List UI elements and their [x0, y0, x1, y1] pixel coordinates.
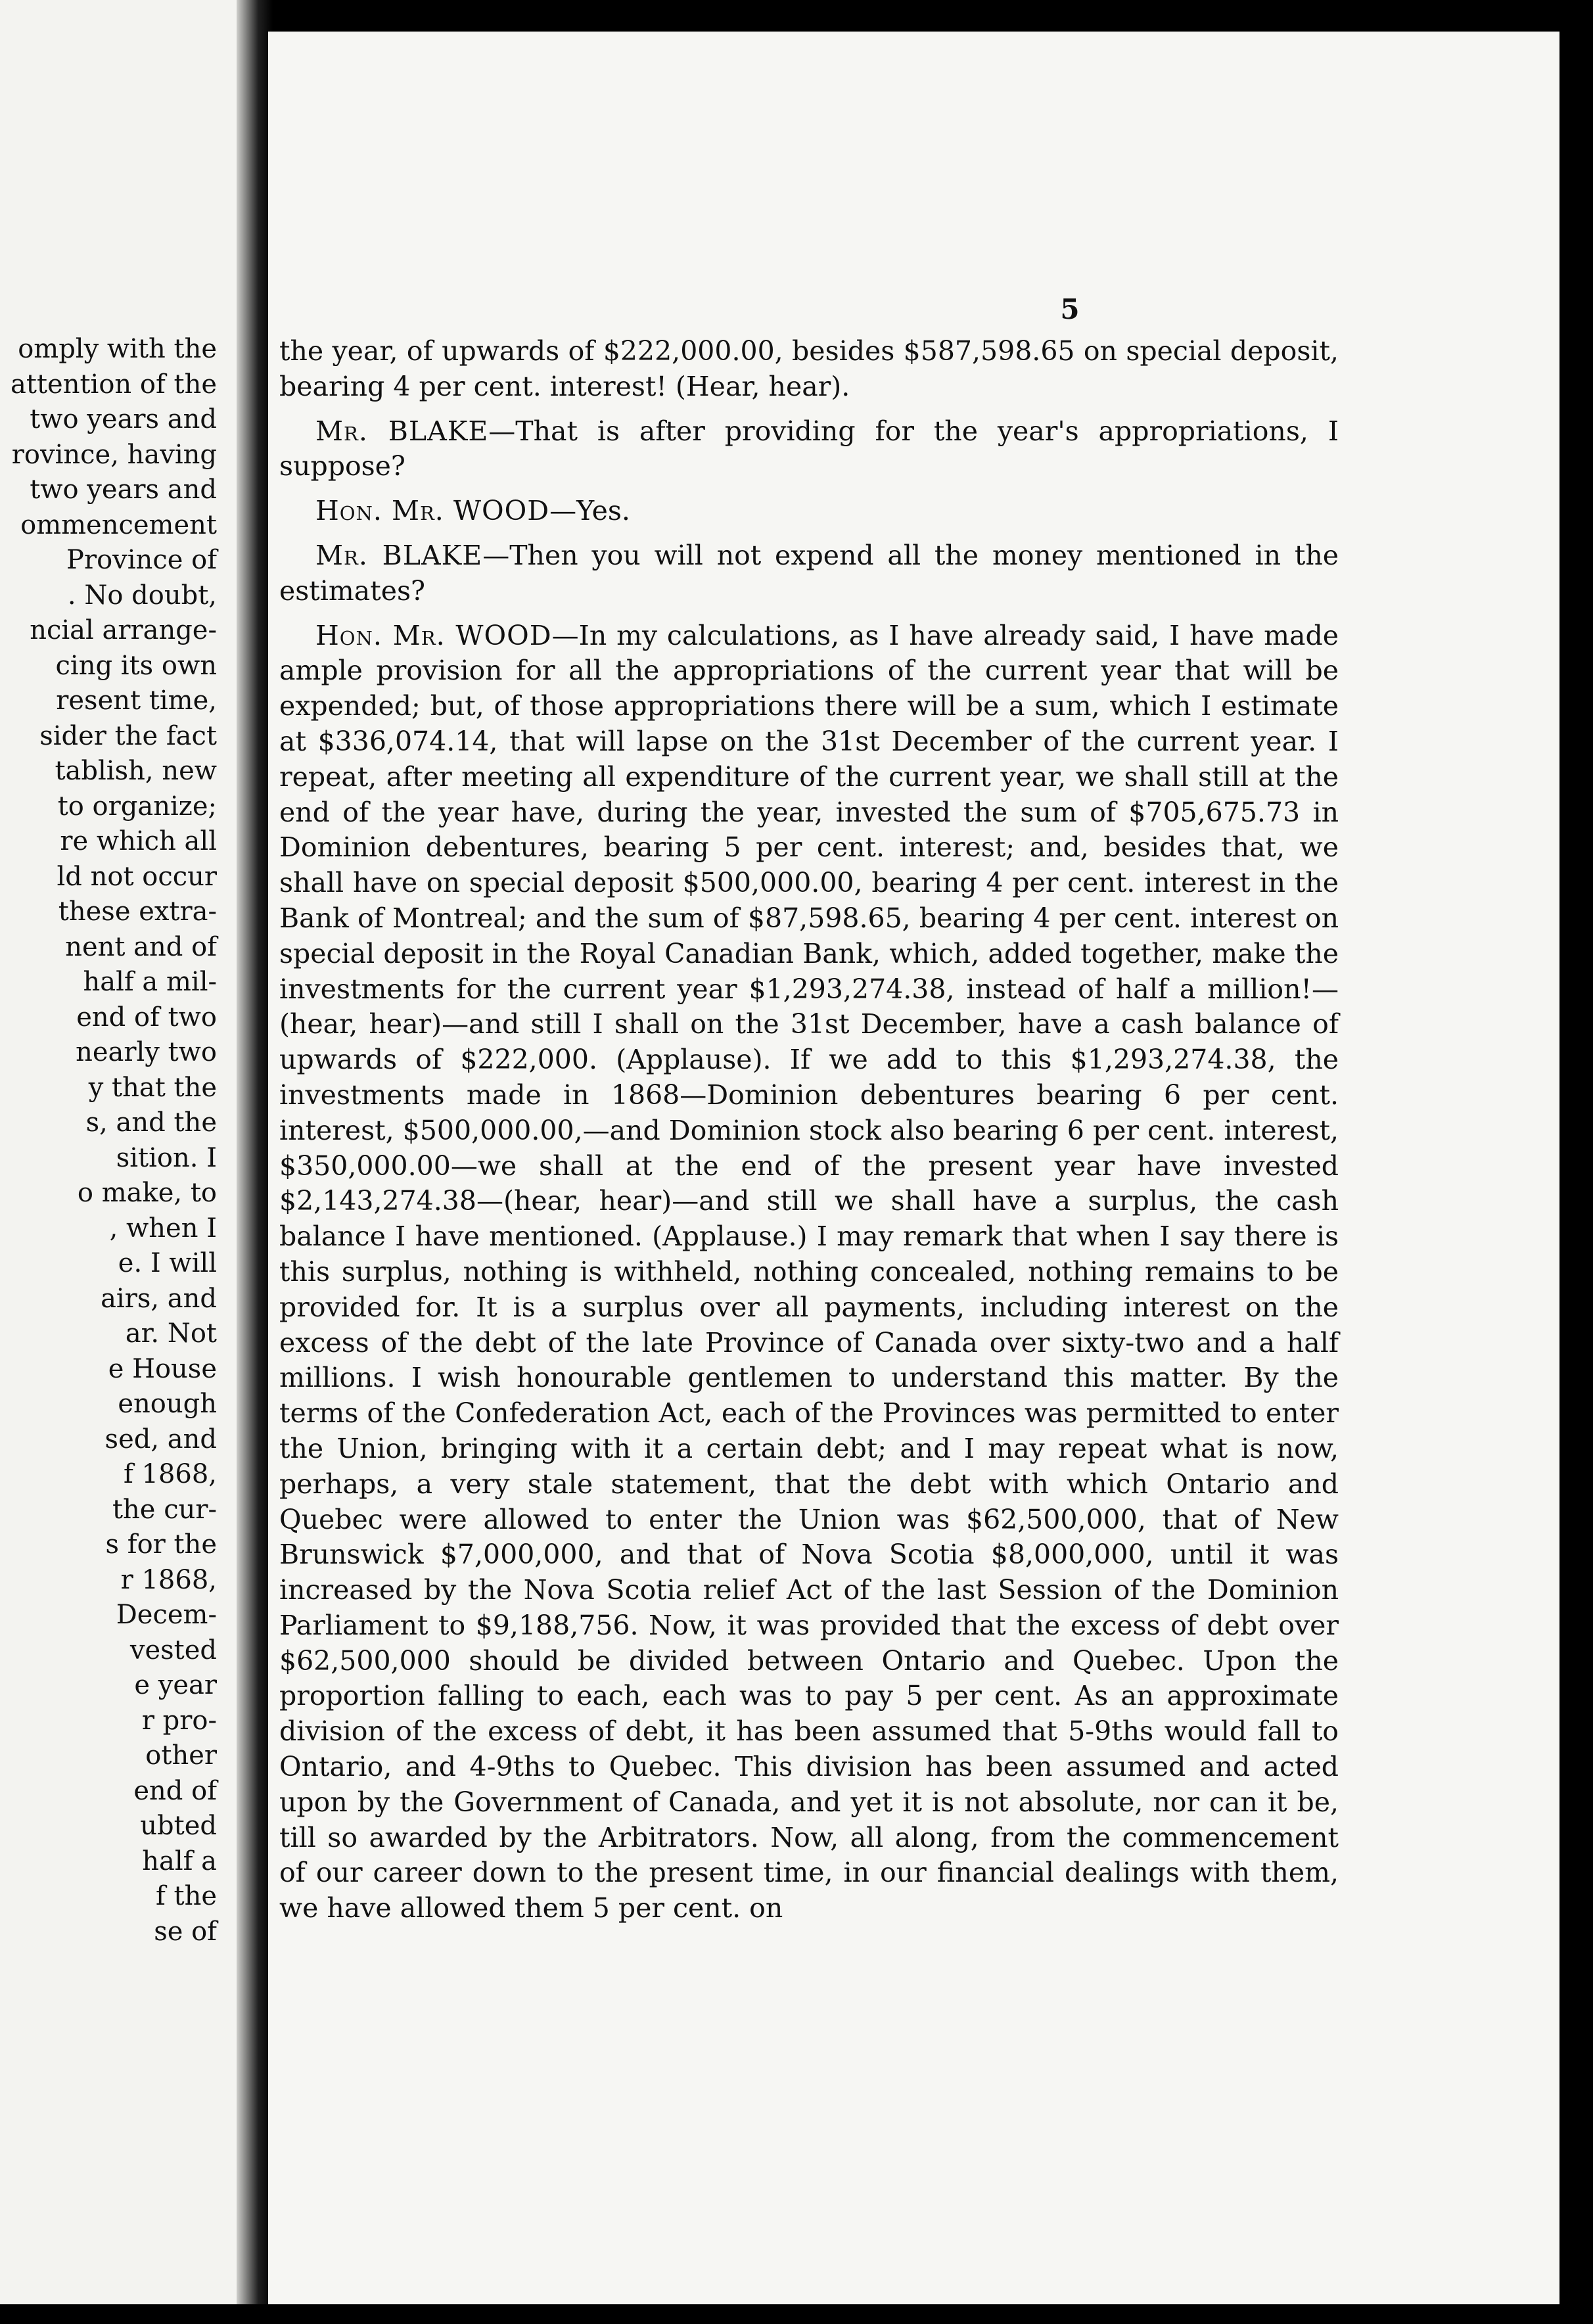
previous-page-line: ommencement — [20, 509, 217, 540]
paragraph-text: —Yes. — [549, 495, 630, 527]
previous-page-line: s for the — [105, 1529, 217, 1560]
previous-page-line: these extra- — [58, 896, 217, 927]
previous-page-line: other — [145, 1740, 217, 1771]
previous-page-line: attention of the — [11, 369, 217, 400]
previous-page-line: r pro- — [141, 1705, 217, 1736]
previous-page-line: f the — [155, 1881, 217, 1911]
page-gutter-shadow — [237, 0, 273, 2324]
previous-page-line: airs, and — [101, 1283, 217, 1314]
previous-page-line: ubted — [140, 1811, 217, 1841]
previous-page-line: vested — [129, 1635, 217, 1665]
previous-page-line: . No doubt, — [67, 580, 217, 611]
speaker-name: Hon. Mr. WOOD — [315, 495, 550, 527]
previous-page-line: sition. I — [116, 1142, 217, 1173]
previous-page-line: ar. Not — [125, 1318, 217, 1349]
paragraph-text: —In my calculations, as I have already said, I have made ample provision for all the appropriations of the current year that will be expended; but, of those appropriations there will be a sum, which I estimate at $336,074.14, that will lapse on the 31st December of the current year. I repeat, after meeting all expenditure of the current year, we shall still at the end of the year have, during the year, invested the sum of $705,675.73 in Dominion debentures, bearing 5 per cent. interest; and, besides that, we shall have on special deposit $500,000.00, bearing 4 per cent. interest in the Bank of Montreal; and the sum of $87,598.65, bearing 4 per cent. interest on special deposit in the Royal Canadian Bank, which, added together, make the investments for the current year $1,293,274.38, instead of half a million!—(hear, hear)—and still I shall on the 31st December, have a cash balance of upwards of $222,000. (Applause). If we add to this $1,293,274.38, the investments made in 1868—Dominion debentures bearing 6 per cent. interest, $500,000.00,—and Dominion stock also bearing 6 per cent. interest, $350,000.00—we shall at the end of the present year have invested $2,143,274.38—(hear, hear)—and still we shall have a surplus, the cash balance I have mentioned. (Applause.) I may remark that when I say there is this surplus, nothing is withheld, nothing concealed, nothing remains to be provided for. It is a surplus over all payments, including interest on the excess of the debt of the late Province of Canada over sixty-two and a half millions. I wish honourable gentlemen to understand this matter. By the terms of the Confederation Act, each of the Provinces was permitted to enter the Union, bringing with it a certain debt; and I may repeat what is now, perhaps, a very stale statement, that the debt with which Ontario and Quebec were allowed to enter the Union was $62,500,000, that of New Brunswick $7,000,000, and that of Nova Scotia $8,000,000, until it was increased by the Nova Scotia relief Act of the last Session of the Dominion Parliament to $9,188,756. Now, it was provided that the excess of debt over $62,500,000 should be divided between Ontario and Quebec. Upon the proportion falling to each, each was to pay 5 per cent. As an approximate division of the excess of debt, it has been assumed that 5-9ths would fall to Ontario, and 4-9ths to Quebec. This division has been assumed and acted upon by the Government of Canada, and yet it is not absolute, nor can it be, till so awarded by the Arbitrators. Now, all along, from the commencement of our career down to the present time, in our financial dealings with them, we have allowed them 5 per cent. on — [279, 619, 1339, 1924]
paragraph — [279, 334, 1339, 405]
previous-page-line: cing its own — [55, 650, 217, 681]
previous-page-line: e House — [108, 1353, 217, 1384]
paragraph — [279, 414, 1339, 485]
paragraph-text: —That is after providing for the year's appropriations, I suppose? — [279, 415, 1339, 482]
previous-page-line: end of two — [76, 1002, 217, 1033]
previous-page-line: to organize; — [57, 791, 217, 822]
page-body — [279, 334, 1339, 1936]
speaker-name: Hon. Mr. WOOD — [315, 619, 552, 651]
previous-page-line: f 1868, — [123, 1459, 217, 1489]
previous-page-line: ncial arrange- — [30, 615, 217, 645]
previous-page-line: s, and the — [85, 1107, 217, 1138]
previous-page-line: resent time, — [56, 686, 217, 716]
speaker-name: Mr. BLAKE — [315, 539, 483, 571]
previous-page-line: two years and — [30, 475, 217, 505]
scan-bottom-edge — [0, 2304, 1593, 2324]
previous-page-line: , when I — [109, 1213, 217, 1243]
previous-page-line: omply with the — [18, 334, 217, 364]
previous-page-text — [0, 332, 217, 1949]
previous-page-line: re which all — [60, 826, 217, 856]
paragraph — [279, 538, 1339, 609]
previous-page-line: se of — [154, 1916, 217, 1947]
speaker-name: Mr. BLAKE — [315, 415, 489, 447]
previous-page-line: tablish, new — [55, 756, 217, 786]
page-number: 5 — [1060, 293, 1080, 325]
previous-page-line: the cur- — [112, 1494, 217, 1525]
previous-page-line: enough — [118, 1389, 217, 1419]
previous-page-line: half a mil- — [83, 967, 217, 997]
previous-page-line: sed, and — [104, 1424, 217, 1454]
previous-page-line: e. I will — [118, 1248, 217, 1278]
previous-page-line: half a — [142, 1846, 217, 1876]
previous-page-line: o make, to — [77, 1178, 217, 1208]
previous-page-fragment — [0, 0, 253, 2324]
paragraph — [279, 494, 1339, 529]
previous-page-line: rovince, having — [11, 439, 217, 470]
paragraph-text: —Then you will not expend all the money mentioned in the estimates? — [279, 539, 1339, 607]
previous-page-line: two years and — [30, 404, 217, 434]
previous-page-line: Province of — [66, 545, 217, 575]
previous-page-line: e year — [134, 1670, 217, 1700]
paragraph — [279, 618, 1339, 1926]
previous-page-line: nearly two — [76, 1037, 217, 1067]
previous-page-line: Decem- — [116, 1600, 217, 1630]
previous-page-line: sider the fact — [39, 720, 217, 751]
previous-page-line: ld not occur — [57, 861, 217, 892]
previous-page-line: end of — [133, 1775, 217, 1806]
previous-page-line: y that the — [88, 1072, 217, 1103]
previous-page-line: r 1868, — [120, 1564, 217, 1595]
paragraph-text: the year, of upwards of $222,000.00, besides $587,598.65 on special deposit, bearing 4 per cent. interest! (Hear, hear). — [279, 335, 1339, 402]
previous-page-line: nent and of — [65, 931, 217, 962]
